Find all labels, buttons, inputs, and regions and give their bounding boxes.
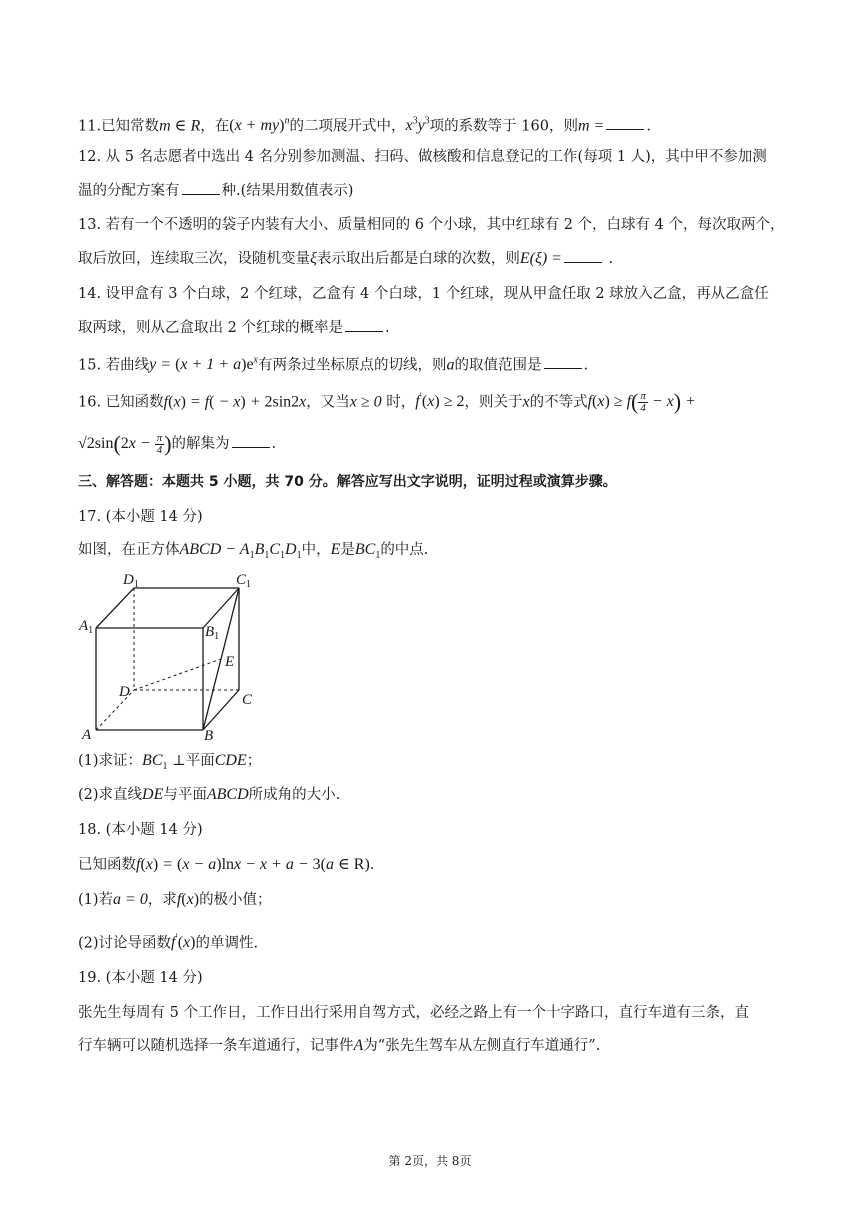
edge-a1-d1: [96, 588, 134, 628]
question-14-line-2: 取两球，则从乙盒取出 2 个红球的概率是 .: [78, 317, 390, 338]
question-12-line-1: 12. 从 5 名志愿者中选出 4 名分别参加测温、扫码、做核酸和信息登记的工作(每项 1 人)，其中甲不参加测: [78, 149, 767, 165]
question-17-part-2: (2)求直线DE与平面ABCD所成角的大小.: [78, 786, 341, 803]
question-13-line-2: 取后放回，连续取三次，设随机变量ξ表示取出后都是白球的次数，则E(ξ) = .: [78, 250, 614, 267]
label-b: B: [204, 728, 214, 740]
question-18-heading: 18. (本小题 14 分): [78, 822, 203, 838]
label-c: C: [242, 692, 253, 708]
question-17-intro: 如图，在正方体ABCD − $A_1B_1C_1D_1$中，E是$BC_1$的中点.: [78, 541, 429, 562]
question-11: 11.已知常数m ∈ R，在(x + my)$^n$的二项展开式中，$x^3y^3$项的系数等于 160，则m = .: [78, 116, 651, 135]
section-3-heading: 三、解答题：本题共 5 小题，共 70 分。解答应写出文字说明，证明过程或演算步骤。: [78, 474, 617, 490]
hidden-edge-d-e: [134, 659, 221, 690]
answer-blank[interactable]: [232, 433, 270, 448]
question-19-heading: 19. (本小题 14 分): [78, 970, 203, 986]
answer-blank[interactable]: [606, 115, 644, 130]
question-19-line-1: 张先生每周有 5 个工作日，工作日出行采用自驾方式，必经之路上有一个十字路口，直行车道有三条，直: [78, 1005, 749, 1021]
binomial-expr: (x + my)$^n$: [229, 116, 290, 135]
question-19-line-2: 行车辆可以随机选择一条车道通行，记事件A为“张先生驾车从左侧直行车道通行”.: [78, 1037, 601, 1054]
label-a1: $A_1$: [79, 618, 94, 636]
label-b1: $B_1$: [205, 624, 220, 642]
answer-blank[interactable]: [345, 317, 383, 332]
question-15: 15. 若曲线$y = (x + 1 + a)e^x$有两条过坐标原点的切线，则a的取值范围是 .: [78, 355, 589, 374]
label-d1: $D_1$: [123, 572, 139, 590]
question-18-part-1: (1)若a = 0，求f(x)的极小值；: [78, 891, 272, 908]
cube-figure: [78, 568, 268, 740]
page-footer: 第 2页，共 8页: [388, 1154, 472, 1168]
question-16-line-2: √2sin(2x − $\frac{\pi}{4}$ )的解集为 .: [78, 431, 277, 457]
question-18-intro: 已知函数f(x) = (x − a)lnx − x + a − 3(a ∈ R).: [78, 856, 375, 873]
label-a: A: [82, 727, 92, 740]
question-16-line-1: 16. 已知函数f(x) = f( − x) + 2sin2x，又当x ≥ 0 时，f′(x) ≥ 2，则关于x的不等式f(x) ≥ f( $\frac{\pi}{4}$ − x) +: [78, 389, 696, 415]
question-17-heading: 17. (本小题 14 分): [78, 509, 203, 525]
answer-blank[interactable]: [564, 248, 602, 263]
question-13-line-1: 13. 若有一个不透明的袋子内装有大小、质量相同的 6 个小球，其中红球有 2 个，白球有 4 个，每次取两个，: [78, 217, 785, 233]
label-d: D: [119, 684, 130, 700]
answer-blank[interactable]: [182, 180, 220, 195]
question-17-part-1: (1)求证：$BC_1$ ⊥平面CDE；: [78, 752, 262, 773]
question-18-part-2: (2)讨论导函数f′(x)的单调性.: [78, 933, 259, 952]
question-12-line-2: 温的分配方案有 种.(结果用数值表示): [78, 180, 353, 201]
label-e: E: [225, 654, 235, 670]
question-14-line-1: 14. 设甲盒有 3 个白球，2 个红球，乙盒有 4 个白球，1 个红球，现从甲盒任取 2 球放入乙盒，再从乙盒任: [78, 286, 769, 302]
label-c1: $C_1$: [236, 572, 252, 590]
answer-blank[interactable]: [544, 354, 582, 369]
